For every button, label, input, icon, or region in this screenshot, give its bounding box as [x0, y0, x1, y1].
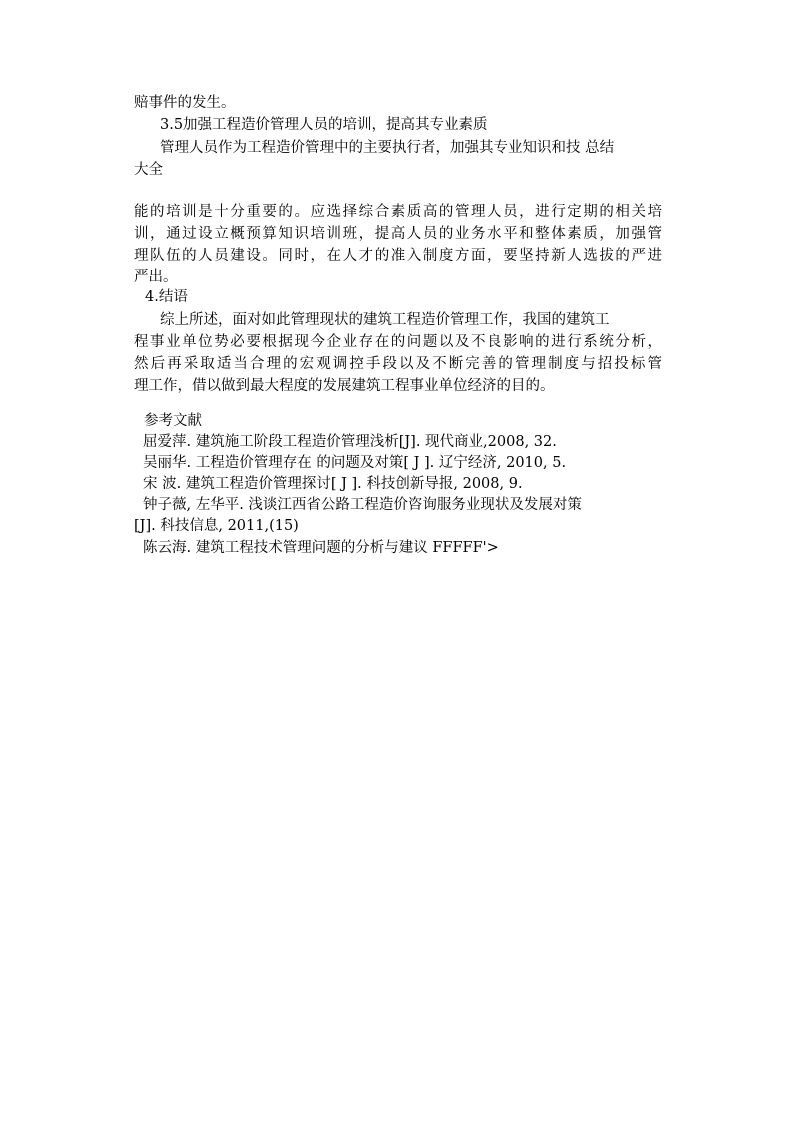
paragraph-line: 能的培训是十分重要的。应选择综合素质高的管理人员，进行定期的相关培: [134, 204, 662, 220]
paragraph-line: 程事业单位势必要根据现今企业存在的问题以及不良影响的进行系统分析，: [134, 334, 662, 350]
reference-item: 陈云海. 建筑工程技术管理问题的分析与建议 FFFFF'>: [143, 540, 499, 556]
section-heading: 4.结语: [145, 289, 188, 305]
paragraph-line: 理队伍的人员建设。同时，在人才的准入制度方面，要坚持新人选拔的严进: [134, 248, 662, 264]
paragraph-line: 严出。: [134, 269, 178, 285]
paragraph-line: 理工作，借以做到最大程度的发展建筑工程事业单位经济的目的。: [134, 378, 555, 394]
paragraph-line: 训，通过设立概预算知识培训班，提高人员的业务水平和整体素质，加强管: [134, 226, 662, 242]
section-heading: 3.5加强工程造价管理人员的培训，提高其专业素质: [160, 117, 488, 133]
paragraph-line: 然后再采取适当合理的宏观调控手段以及不断完善的管理制度与招投标管: [134, 356, 662, 372]
reference-item: [J]. 科技信息, 2011,(15): [134, 518, 299, 534]
references-title: 参考文献: [144, 413, 202, 429]
paragraph-line: 赔事件的发生。: [134, 95, 236, 111]
paragraph-line: 综上所述，面对如此管理现状的建筑工程造价管理工作，我国的建筑工: [160, 312, 610, 328]
reference-item: 吴丽华. 工程造价管理存在 的问题及对策[ J ]. 辽宁经济, 2010, 5.: [143, 455, 567, 471]
reference-item: 钟子薇, 左华平. 浅谈江西省公路工程造价咨询服务业现状及发展对策: [143, 497, 582, 513]
reference-item: 屈爱萍. 建筑施工阶段工程造价管理浅析[J]. 现代商业,2008, 32.: [143, 434, 557, 450]
paragraph-line: 管理人员作为工程造价管理中的主要执行者，加强其专业知识和技 总结: [160, 140, 615, 156]
reference-item: 宋 波. 建筑工程造价管理探讨[ J ]. 科技创新导报, 2008, 9.: [143, 476, 523, 492]
paragraph-line: 大全: [134, 162, 163, 178]
